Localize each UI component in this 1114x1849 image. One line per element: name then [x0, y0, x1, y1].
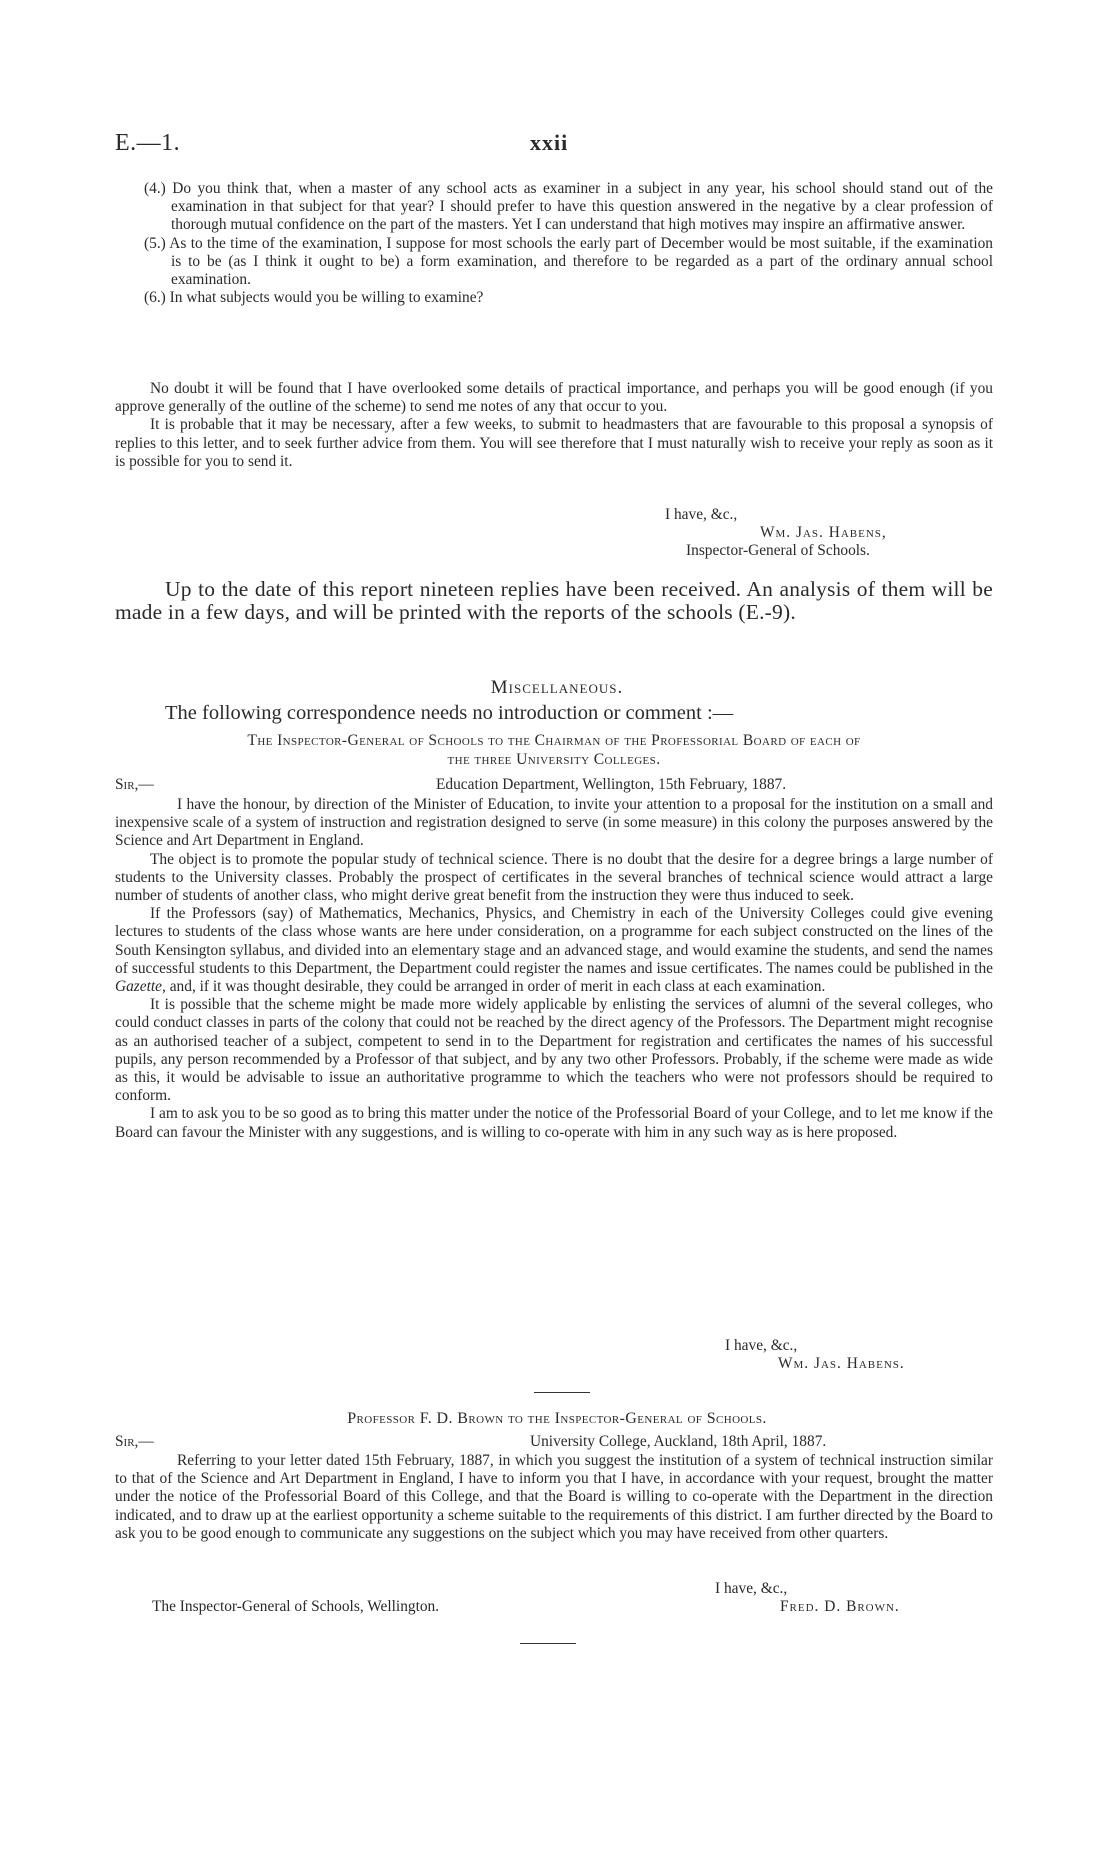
letter3-body	[115, 1452, 993, 1543]
question-text: In what subjects would you be willing to examine?	[169, 289, 484, 307]
letter2-paragraph: It is possible that the scheme might be made more widely applicable by enlisting the services of alumni of the several colleges, who could conduct classes in parts of the colony that could not be reached by the direct agency of the Professors. The Department might recognise as an authorised teacher of a subject, competent to send in to the Department for registration and certificates the names of his successful pupils, any person recommended by a Professor of that subject, and by any two other Professors. Probably, if the scheme were made as wide as this, it would be advisable to issue an authoritative programme to which the teachers who were not professors should be required to conform.	[115, 996, 993, 1105]
letter1-closing	[115, 380, 993, 471]
letter2-paragraph	[115, 905, 993, 996]
closing-paragraph: No doubt it will be found that I have overlooked some details of practical importance, and perhaps you will be good enough (if you approve generally of the outline of the scheme) to send me notes of any that occur to you.	[115, 380, 993, 416]
letter3-paragraph: Referring to your letter dated 15th February, 1887, in which you suggest the institution of a system of technical instruction similar to that of the Science and Art Department in England, I have to inform you that I have, in accordance with your request, brought the matter under the notice of the Professorial Board of this College, and that the Board is willing to co-operate with the Department in the direction indicated, and to draw up at the earliest opportunity a scheme suitable to the requirements of this district. I am further directed by the Board to ask you to be good enough to communicate any suggestions on the subject which you may have received from other quarters.	[115, 1452, 993, 1542]
letter1-have: I have, &c.,	[665, 506, 738, 523]
letter2-paragraph: The object is to promote the popular study of technical science. There is no doubt that the desire for a degree brings a large number of students to the University classes. Probably the prospect of certificates in the several branches of technical science would attract a large number of students of another class, who might derive great benefit from the instruction they were thus induced to seek.	[115, 850, 993, 905]
letter3-have: I have, &c.,	[715, 1580, 788, 1597]
letter2-dateline: Education Department, Wellington, 15th February, 1887.	[436, 776, 787, 793]
letter2-heading	[115, 731, 993, 769]
letter2-salutation: Sir,—	[115, 776, 154, 793]
letter3-addressee: The Inspector-General of Schools, Wellington.	[152, 1598, 440, 1615]
letter3-dateline: University College, Auckland, 18th April, 1887.	[530, 1433, 827, 1450]
series-ref: E.—1.	[115, 130, 181, 156]
letter2-paragraph-text: If the Professors (say) of Mathematics, Mechanics, Physics, and Chemistry in each of the University Colleges could give evening lectures to students of the class whose wants are here under consideration, on a programme for each subject constructed on the lines of the South Kensington syllabus, and divided into an elementary stage and an advanced stage, and would examine the students, and send the names of successful students to this Department, the Department could register the names and issue certificates. The names could be published in the	[115, 905, 993, 977]
divider	[534, 1392, 590, 1393]
section-intro: The following correspondence needs no introduction or comment :—	[165, 702, 734, 724]
page-number: xxii	[530, 130, 569, 155]
letter1-signature: Wm. Jas. Habens,	[760, 524, 887, 541]
question-item	[108, 235, 993, 290]
report-paragraph: Up to the date of this report nineteen replies have been received. An analysis of them will be made in a few days, and will be printed with the reports of the schools (E.-9).	[115, 577, 993, 624]
question-number: (5.)	[144, 234, 166, 252]
letter2-paragraph-tail: and, if it was thought desirable, they could be arranged in order of merit in each class at each examination.	[165, 978, 826, 996]
question-item	[108, 180, 993, 235]
letter3-heading: Professor F. D. Brown to the Inspector-General of Schools.	[347, 1410, 767, 1427]
question-number: (4.)	[144, 180, 166, 197]
question-list	[144, 180, 994, 307]
letter2-heading-line2: the three University Colleges.	[447, 751, 661, 768]
question-number: (6.)	[144, 289, 166, 307]
letter2-signature: Wm. Jas. Habens.	[778, 1355, 905, 1372]
question-text: As to the time of the examination, I suppose for most schools the early part of December would be most suitable, if the examination is to be (as I think it ought to be) a form examination, and therefore to be regarded as a part of the ordinary annual school examination.	[169, 234, 994, 289]
gazette-word: Gazette,	[115, 978, 166, 996]
letter2-paragraph: I am to ask you to be so good as to bring this matter under the notice of the Professorial Board of your College, and to let me know if the Board can favour the Minister with any suggestions, and is willing to co-operate with him in any such way as is here proposed.	[115, 1105, 993, 1141]
question-text: Do you think that, when a master of any school acts as examiner in a subject in any year, his school should stand out of the examination in that subject for that year? I should prefer to have this question answered in the negative by a clear profession of thorough mutual confidence on the part of the masters. Yet I can understand that high motives may inspire an affirmative answer.	[171, 180, 993, 234]
letter2-paragraph: I have the honour, by direction of the Minister of Education, to invite your attention to a proposal for the institution on a small and inexpensive scale of a system of instruction and registration designed to serve (in some measure) in this colony the purposes answered by the Science and Art Department in England.	[115, 796, 993, 850]
letter3-signature: Fred. D. Brown.	[780, 1598, 900, 1615]
letter3-salutation: Sir,—	[115, 1433, 154, 1450]
section-heading: Miscellaneous.	[490, 677, 624, 698]
question-item	[108, 289, 993, 307]
letter2-have: I have, &c.,	[725, 1337, 798, 1354]
letter1-signatory-title: Inspector-General of Schools.	[686, 542, 870, 559]
closing-paragraph: It is probable that it may be necessary, after a few weeks, to submit to headmasters that are favourable to this proposal a synopsis of replies to this letter, and to seek further advice from them. You will see therefore that I must naturally wish to receive your reply as soon as it is possible for you to send it.	[115, 416, 993, 470]
letter2-heading-line1: The Inspector-General of Schools to the Chairman of the Professorial Board of each of	[247, 732, 861, 749]
divider	[520, 1643, 576, 1644]
letter2-body	[115, 796, 993, 1142]
